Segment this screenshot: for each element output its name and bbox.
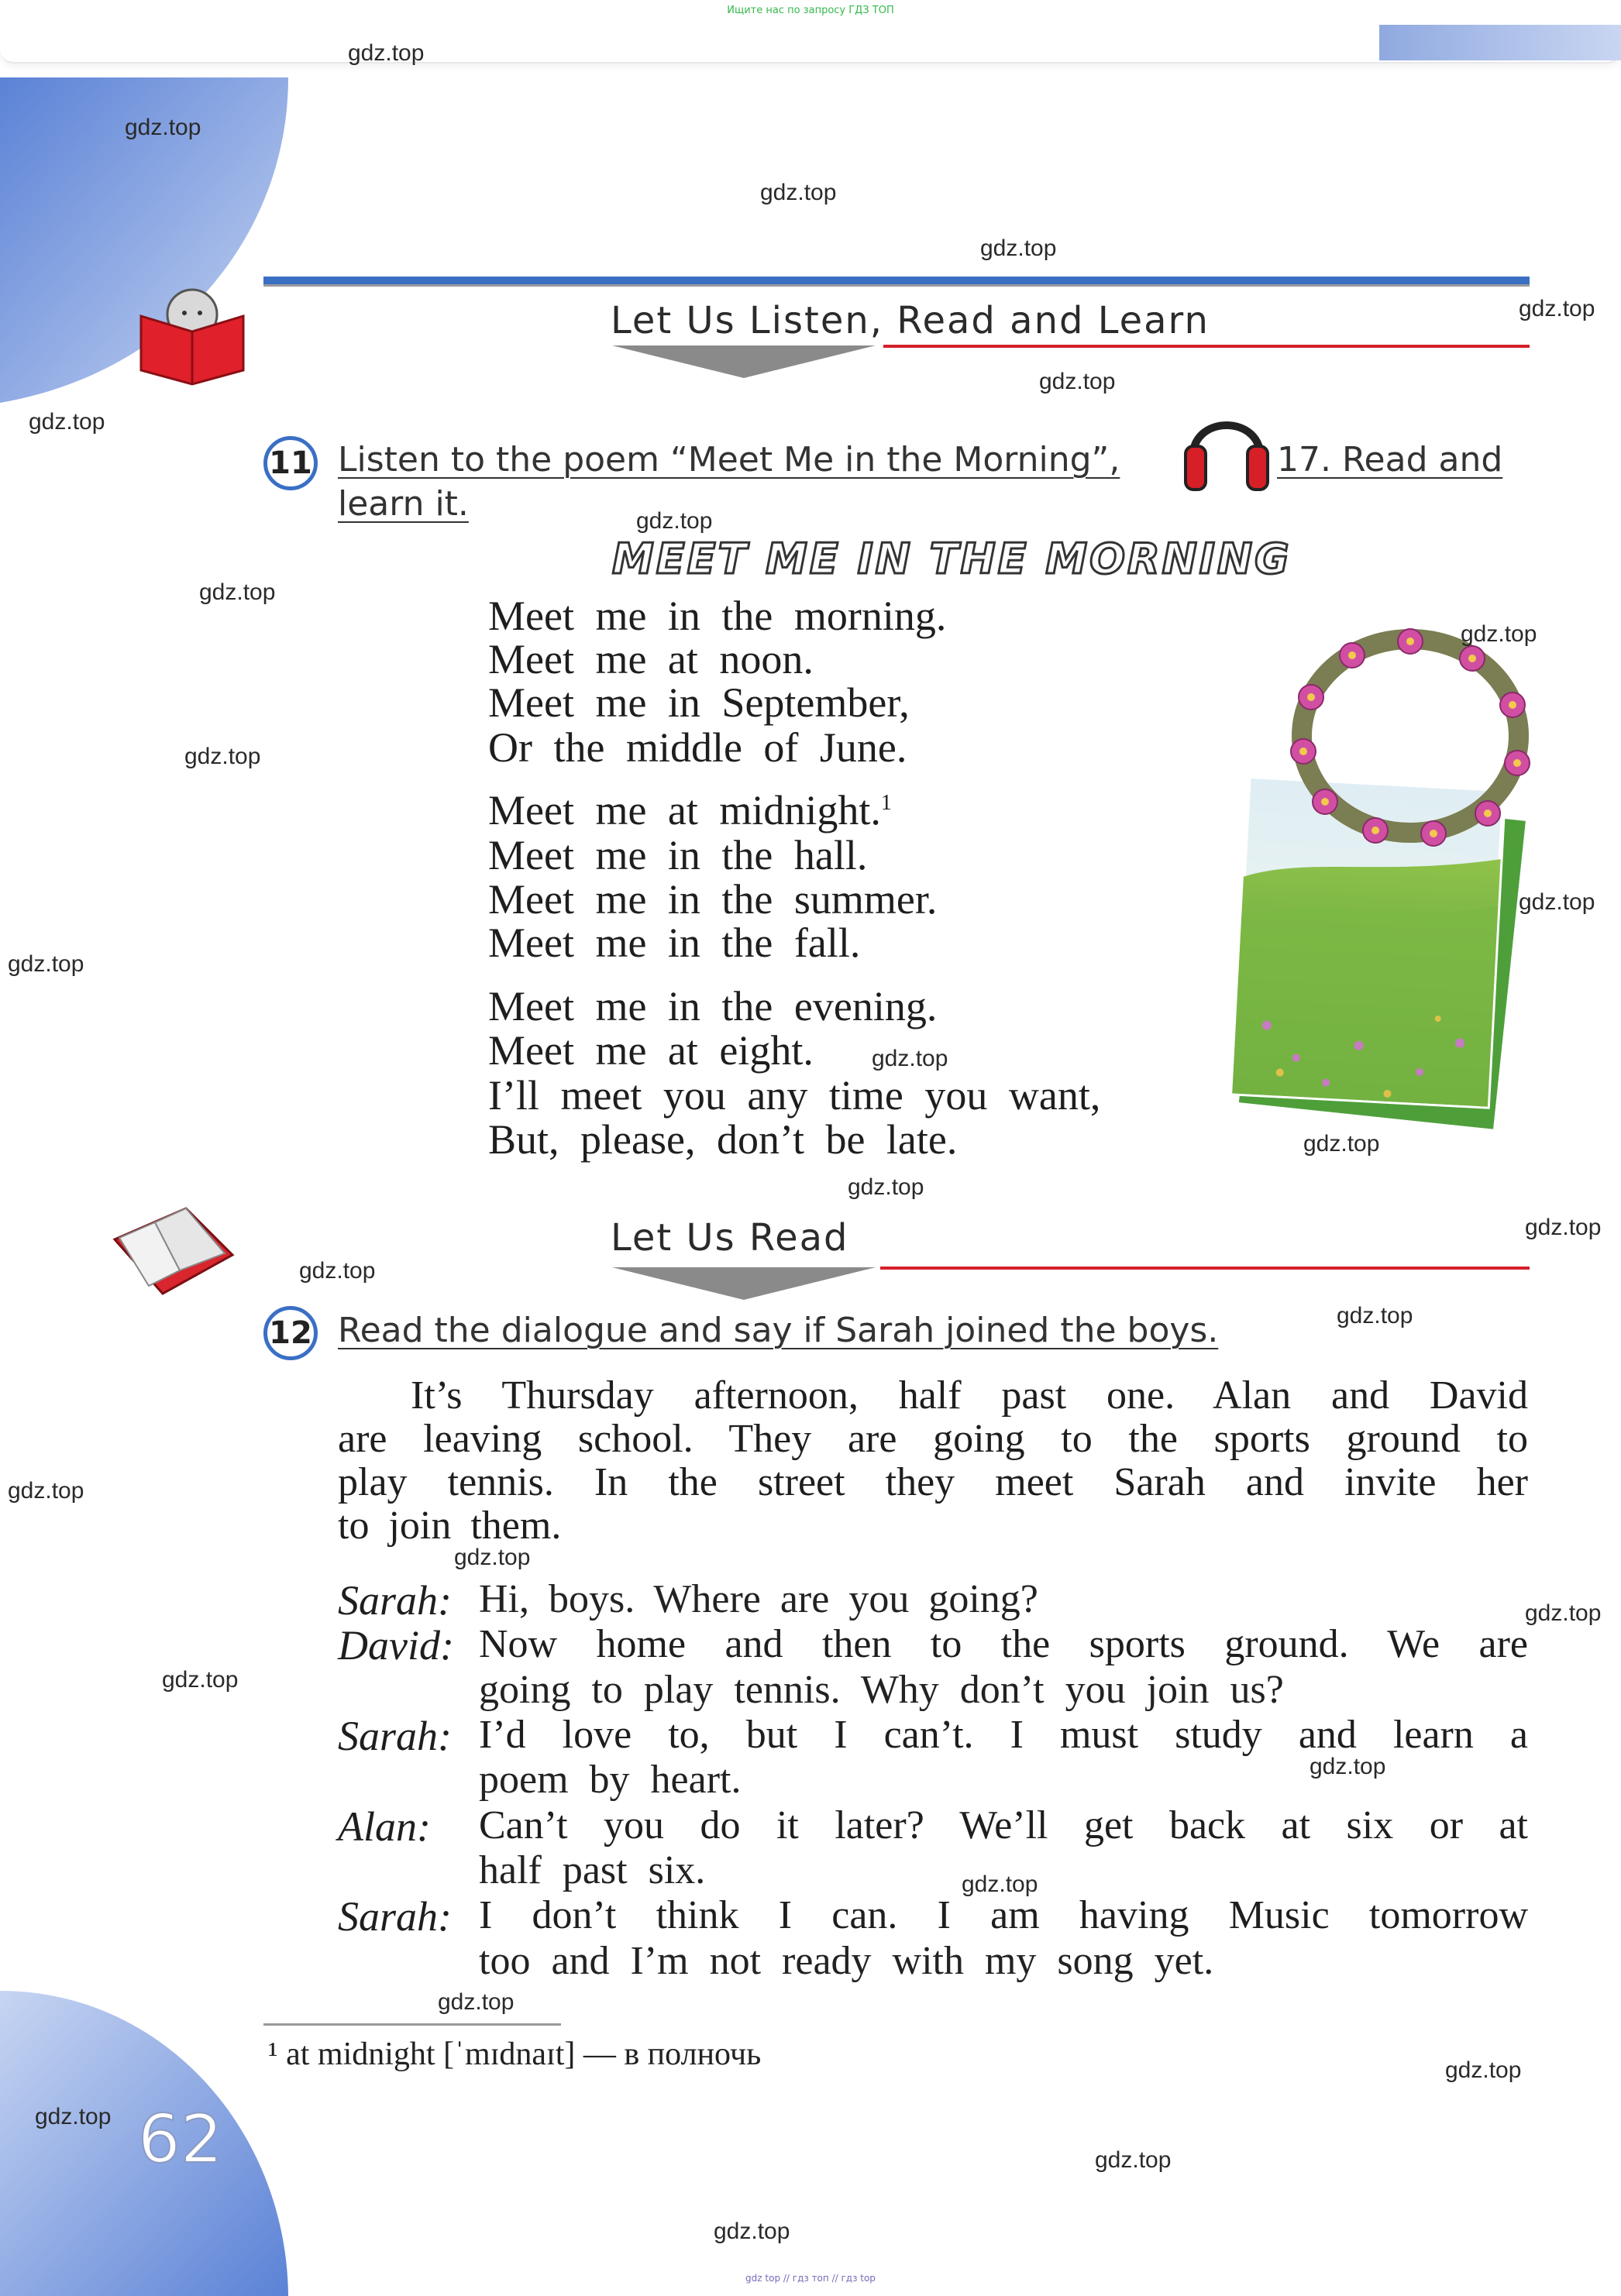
poem-line-7: Meet me in the summer. [488, 876, 938, 923]
task12-text: Read the dialogue and say if Sarah joined the boys. [338, 1311, 1219, 1350]
watermark: gdz.top [29, 409, 105, 435]
dialogue-line: I don’t think I can. I am having Music tomorrow [479, 1893, 1528, 1937]
watermark: gdz.top [1095, 2147, 1172, 2173]
section1-title: Let Us Listen, Read and Learn [611, 299, 1210, 342]
section1-arrow [612, 345, 876, 380]
section-top-rule [263, 277, 1530, 284]
speaker-sarah-3: Sarah: [338, 1893, 452, 1940]
watermark: gdz.top [35, 2104, 112, 2129]
watermark: gdz.top [1337, 1303, 1413, 1328]
bottom-notice: gdz top // гдз топ // гдз top [745, 2273, 876, 2284]
watermark: gdz.top [962, 1872, 1038, 1897]
dialogue-line: Hi, boys. Where are you going? [479, 1577, 1038, 1621]
watermark: gdz.top [299, 1258, 376, 1284]
watermark: gdz.top [1445, 2057, 1522, 2083]
watermark: gdz.top [760, 180, 837, 205]
footnote: ¹ at midnight [ˈmɪdnaɪt] — в полночь [268, 2036, 762, 2072]
watermark: gdz.top [184, 744, 261, 769]
poem-line-10: Meet me at eight. [488, 1027, 814, 1074]
watermark: gdz.top [1461, 621, 1537, 647]
poem-line-2: Meet me at noon. [488, 636, 814, 682]
poem-line-1: Meet me in the morning. [488, 593, 947, 639]
poem-line-8: Meet me in the fall. [488, 919, 861, 966]
task-number-12: 12 [263, 1306, 318, 1360]
poem-line-12: But, please, don’t be late. [488, 1116, 958, 1163]
speaker-alan: Alan: [338, 1803, 431, 1850]
poem-line-9: Meet me in the evening. [488, 983, 938, 1029]
watermark: gdz.top [162, 1667, 239, 1693]
watermark: gdz.top [438, 1989, 515, 2015]
task-number-11: 11 [263, 436, 318, 490]
task11-text-line1-end: 17. Read and [1277, 440, 1503, 479]
dialogue-line: Can’t you do it later? We’ll get back at six or at [479, 1803, 1528, 1847]
watermark: gdz.top [199, 579, 276, 605]
watermark: gdz.top [872, 1046, 948, 1071]
watermark: gdz.top [125, 115, 201, 140]
watermark: gdz.top [848, 1174, 924, 1200]
top-notice: Ищите нас по запросу ГДЗ ТОП [727, 5, 894, 16]
task11-text-line2: learn it. [338, 484, 469, 524]
poem-title: MEET ME IN THE MORNING [612, 534, 1292, 583]
watermark: gdz.top [1519, 889, 1595, 915]
speaker-david: David: [338, 1622, 454, 1669]
headphones-icon[interactable] [1184, 398, 1269, 491]
page-number: 62 [138, 2101, 223, 2178]
speaker-sarah-2: Sarah: [338, 1713, 452, 1759]
top-bar-tab [1379, 25, 1621, 60]
section-top-rule-shadow [263, 284, 1530, 287]
watermark: gdz.top [1519, 296, 1595, 321]
prose-line-1: It’s Thursday afternoon, half past one. Alan and David [411, 1373, 1528, 1418]
section2-arrow [612, 1267, 876, 1301]
dialogue-line: going to play tennis. Why don’t you join us? [479, 1668, 1284, 1712]
section1-red-rule [883, 345, 1530, 348]
watermark: gdz.top [1039, 369, 1116, 394]
watermark: gdz.top [636, 508, 713, 534]
poem-line-3: Meet me in September, [488, 679, 910, 726]
reader-icon [139, 285, 256, 386]
section2-red-rule [880, 1267, 1530, 1270]
poem-line-4: Or the middle of June. [488, 724, 907, 771]
watermark: gdz.top [1310, 1754, 1386, 1779]
dialogue-line: I’d love to, but I can’t. I must study and learn a [479, 1713, 1528, 1757]
prose-line-2: are leaving school. They are going to the sports ground to [338, 1417, 1528, 1461]
task11-text-line1: Listen to the poem “Meet Me in the Morning”, [338, 440, 1120, 479]
watermark: gdz.top [1303, 1131, 1380, 1157]
section2-title: Let Us Read [611, 1216, 849, 1260]
watermark: gdz.top [714, 2219, 790, 2244]
watermark: gdz.top [980, 235, 1057, 261]
watermark: gdz.top [8, 1478, 84, 1504]
meadow-wreath-illustration [1209, 627, 1534, 1139]
dialogue-line: Now home and then to the sports ground. We are [479, 1622, 1528, 1666]
open-book-icon [108, 1193, 248, 1301]
speaker-sarah-1: Sarah: [338, 1577, 452, 1624]
poem-line-6: Meet me in the hall. [488, 832, 868, 878]
dialogue-line: half past six. [479, 1848, 706, 1892]
dialogue-line: too and I’m not ready with my song yet. [479, 1939, 1214, 1983]
watermark: gdz.top [454, 1545, 531, 1570]
poem-line-5: Meet me at midnight.$^1$ [488, 787, 892, 834]
watermark: gdz.top [8, 951, 84, 977]
watermark: gdz.top [348, 40, 425, 66]
watermark: gdz.top [1525, 1215, 1602, 1240]
dialogue-line: poem by heart. [479, 1758, 742, 1802]
prose-line-4: to join them. [338, 1504, 562, 1548]
prose-line-3: play tennis. In the street they meet Sarah and invite her [338, 1460, 1528, 1504]
footnote-rule [263, 2023, 561, 2026]
watermark: gdz.top [1525, 1600, 1602, 1626]
poem-line-11: I’ll meet you any time you want, [488, 1072, 1101, 1119]
